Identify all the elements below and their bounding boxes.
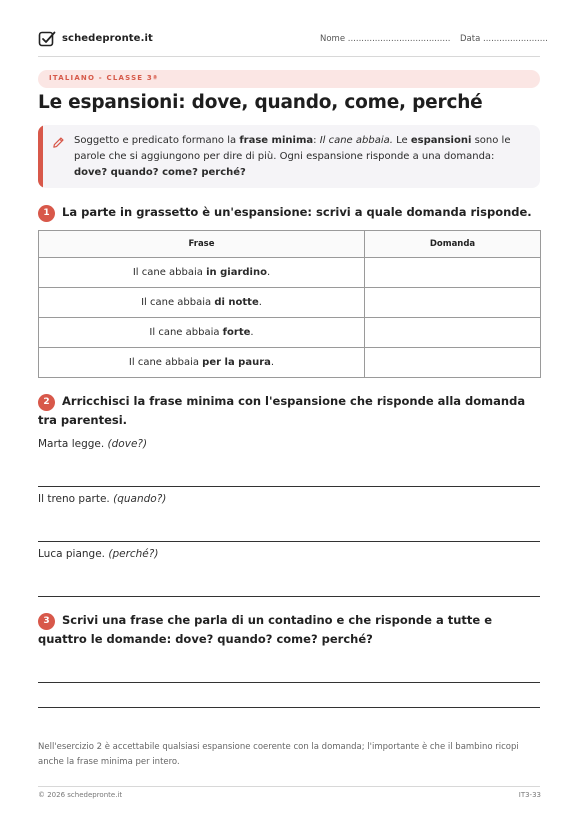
answer-line[interactable]: [38, 486, 540, 487]
answer-line[interactable]: [38, 682, 540, 683]
exercise-2-prompt: Luca piange. (perché?): [38, 548, 159, 560]
exercise-3-text: Scrivi una frase che parla di un contadino e che risponde a tutte e quattro le domande: dove? quando? come? perché?: [38, 613, 493, 646]
table-row: [39, 288, 541, 318]
pencil-icon: [52, 136, 65, 149]
column-header-frase: Frase: [39, 231, 365, 258]
footer-copyright: © 2026 schedepronte.it: [38, 791, 123, 799]
answer-line[interactable]: [38, 541, 540, 542]
sentence-cell: Il cane abbaia in giardino.: [39, 258, 365, 288]
exercise-2-prompt: Marta legge. (dove?): [38, 438, 148, 450]
table-row: [39, 348, 541, 378]
sentence-cell: Il cane abbaia di notte.: [39, 288, 365, 318]
answer-line[interactable]: [38, 707, 540, 708]
exercise-1-text: La parte in grassetto è un'espansione: scrivi a quale domanda risponde.: [62, 205, 532, 219]
footer-divider: [38, 786, 540, 787]
answer-line[interactable]: [38, 596, 540, 597]
site-name: schedepronte.it: [62, 33, 153, 44]
answer-cell[interactable]: [365, 348, 541, 378]
callout-accent-bar: [38, 125, 43, 188]
exercise-3-heading: [38, 611, 528, 649]
sentence-cell: Il cane abbaia per la paura.: [39, 348, 365, 378]
subject-label: ITALIANO - CLASSE 3ª: [49, 74, 159, 82]
exercise-2-prompt: Il treno parte. (quando?): [38, 493, 167, 505]
exercise-2-text: Arricchisci la frase minima con l'espansione che risponde alla domanda tra parentesi.: [38, 394, 526, 427]
answer-cell[interactable]: [365, 288, 541, 318]
answer-cell[interactable]: [365, 318, 541, 348]
exercise-number: 2: [38, 394, 55, 411]
name-field[interactable]: Nome ......................................: [320, 34, 451, 44]
table-row: [39, 258, 541, 288]
exercise-number: 3: [38, 613, 55, 630]
answer-cell[interactable]: [365, 258, 541, 288]
column-header-domanda: Domanda: [365, 231, 541, 258]
footer-code: IT3-33: [518, 791, 541, 799]
teacher-note: Nell'esercizio 2 è accettabile qualsiasi espansione coerente con la domanda; l'importante è che il bambino ricopi anche la frase minima per intero.: [38, 742, 519, 767]
exercise-2-heading: [38, 392, 528, 430]
exercise-number: 1: [38, 205, 55, 222]
subject-badge: [38, 70, 540, 88]
page-title: Le espansioni: dove, quando, come, perché: [38, 92, 483, 113]
header-divider: [38, 56, 540, 57]
checkbox-icon: [38, 30, 56, 48]
callout-text: Soggetto e predicato formano la frase minima: Il cane abbaia. Le espansioni sono le parole che si aggiungono per dire di più. Ogni espansione risponde a una domanda: dove? quando? come? perché?: [74, 135, 511, 178]
exercise-1-table: [38, 230, 541, 378]
page-header: [38, 28, 548, 54]
exercise-1-heading: [38, 203, 540, 222]
info-callout: [38, 125, 540, 188]
date-field[interactable]: Data ........................: [460, 34, 548, 44]
table-header-row: [39, 231, 541, 258]
sentence-cell: Il cane abbaia forte.: [39, 318, 365, 348]
table-row: [39, 318, 541, 348]
